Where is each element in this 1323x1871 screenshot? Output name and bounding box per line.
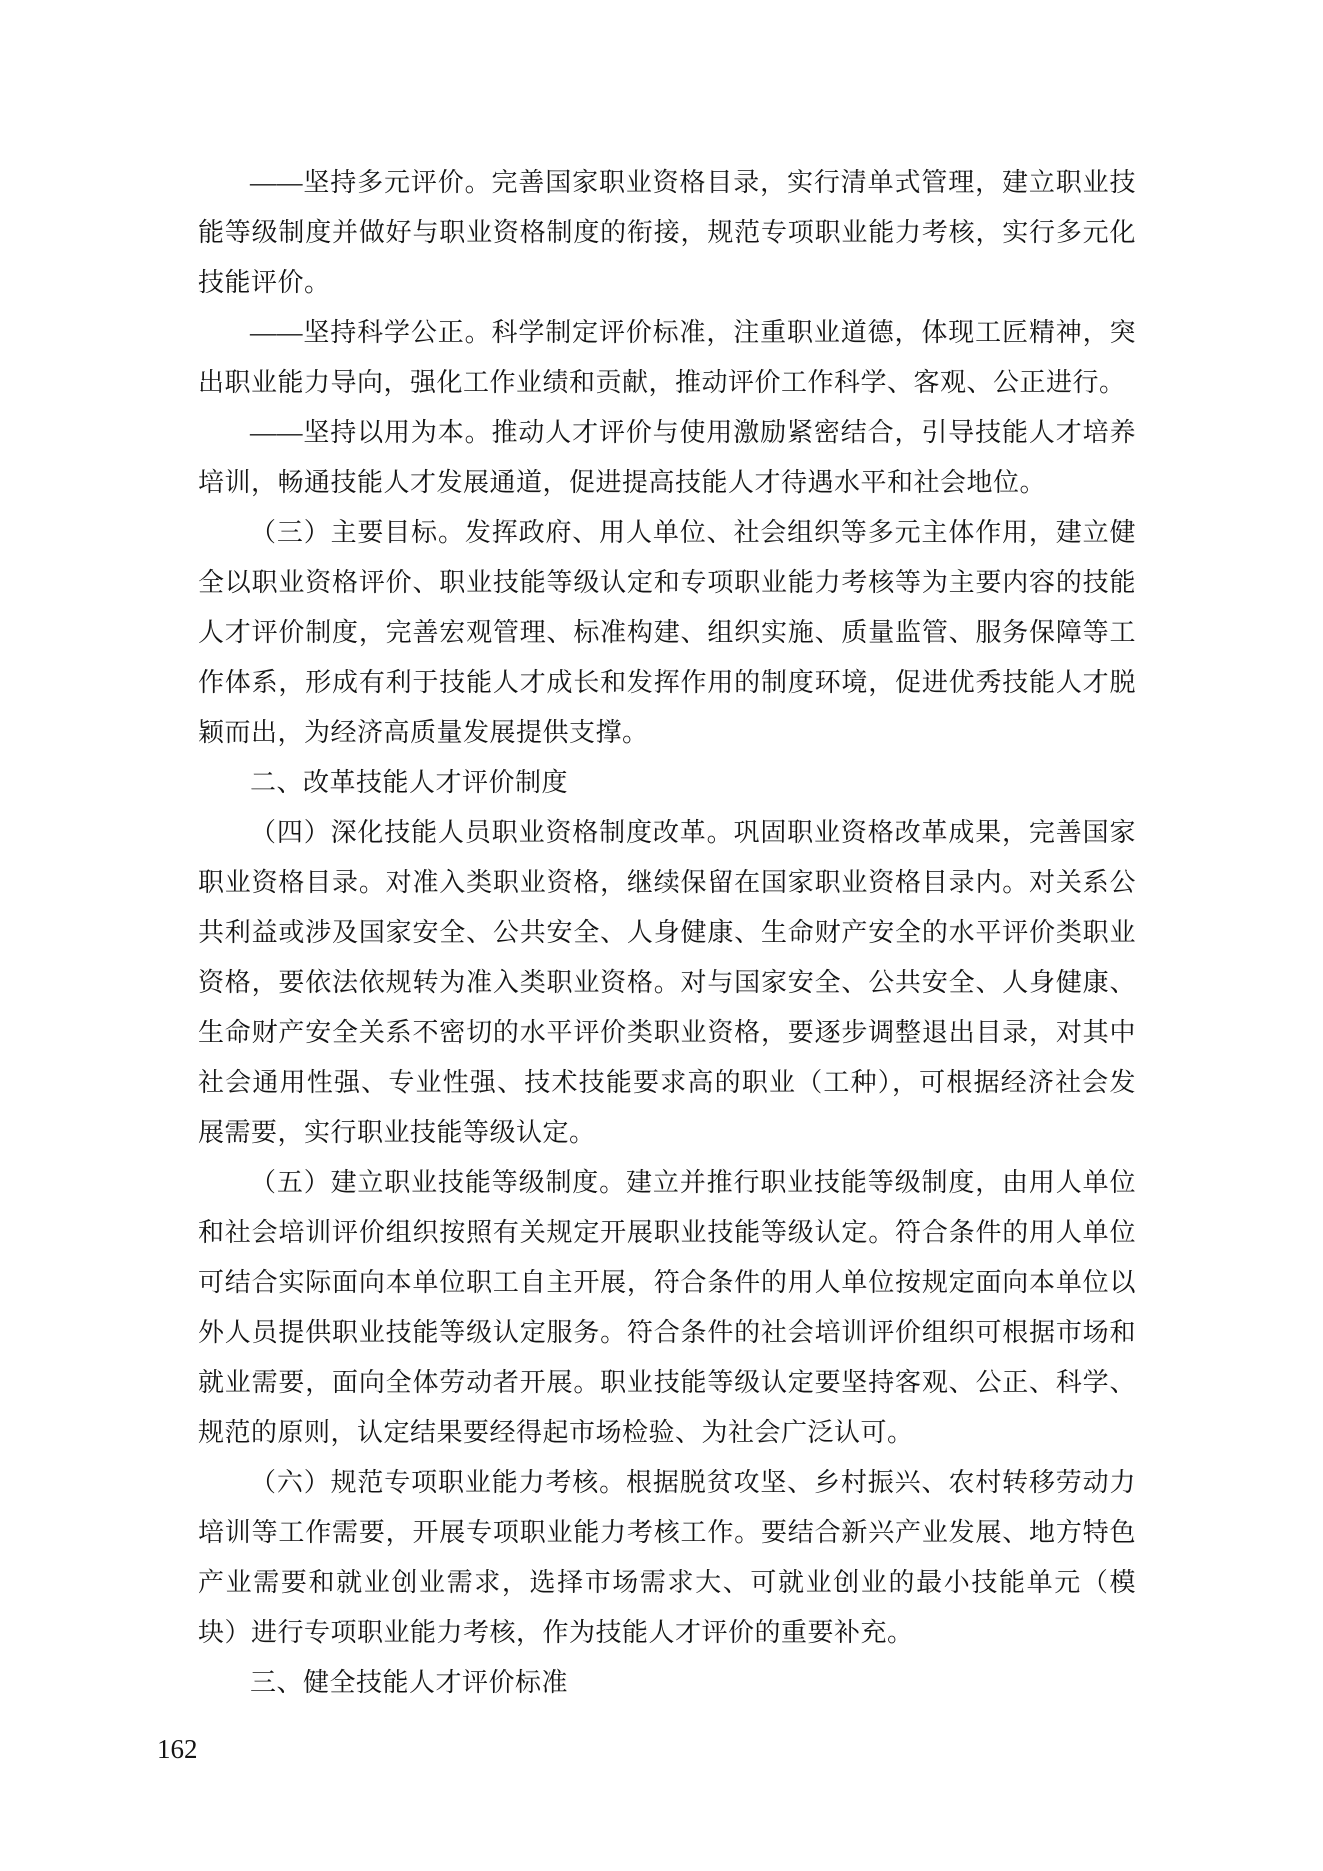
paragraph-item-4: （四）深化技能人员职业资格制度改革。巩固职业资格改革成果，完善国家职业资格目录。对准入类职业资格，继续保留在国家职业资格目录内。对关系公共利益或涉及国家安全、公共安全、人身健康、生命财产安全的水平评价类职业资格，要依法依规转为准入类职业资格。对与国家安全、公共安全、人身健康、生命财产安全关系不密切的水平评价类职业资格，要逐步调整退出目录，对其中社会通用性强、专业性强、技术技能要求高的职业（工种），可根据经济社会发展需要，实行职业技能等级认定。 [198, 818, 1136, 1147]
paragraph-dash-use-oriented: ——坚持以用为本。推动人才评价与使用激励紧密结合，引导技能人才培养培训，畅通技能人才发展通道，促进提高技能人才待遇水平和社会地位。 [198, 418, 1136, 497]
paragraph-item-6: （六）规范专项职业能力考核。根据脱贫攻坚、乡村振兴、农村转移劳动力培训等工作需要，开展专项职业能力考核工作。要结合新兴产业发展、地方特色产业需要和就业创业需求，选择市场需求大、可就业创业的最小技能单元（模块）进行专项职业能力考核，作为技能人才评价的重要补充。 [198, 1468, 1136, 1647]
paragraph-main-goals: （三）主要目标。发挥政府、用人单位、社会组织等多元主体作用，建立健全以职业资格评价、职业技能等级认定和专项职业能力考核等为主要内容的技能人才评价制度，完善宏观管理、标准构建、组织实施、质量监管、服务保障等工作体系，形成有利于技能人才成长和发挥作用的制度环境，促进优秀技能人才脱颖而出，为经济高质量发展提供支撑。 [198, 518, 1136, 747]
paragraph-dash-multi-eval: ——坚持多元评价。完善国家职业资格目录，实行清单式管理，建立职业技能等级制度并做好与职业资格制度的衔接，规范专项职业能力考核，实行多元化技能评价。 [198, 168, 1136, 297]
section-heading-3: 三、健全技能人才评价标准 [250, 1668, 569, 1697]
paragraph-dash-scientific-fair: ——坚持科学公正。科学制定评价标准，注重职业道德，体现工匠精神，突出职业能力导向，强化工作业绩和贡献，推动评价工作科学、客观、公正进行。 [198, 318, 1136, 397]
section-heading-2: 二、改革技能人才评价制度 [250, 768, 569, 797]
page-number: 162 [157, 1734, 198, 1764]
paragraph-item-5: （五）建立职业技能等级制度。建立并推行职业技能等级制度，由用人单位和社会培训评价组织按照有关规定开展职业技能等级认定。符合条件的用人单位可结合实际面向本单位职工自主开展，符合条件的用人单位按规定面向本单位以外人员提供职业技能等级认定服务。符合条件的社会培训评价组织可根据市场和就业需要，面向全体劳动者开展。职业技能等级认定要坚持客观、公正、科学、规范的原则，认定结果要经得起市场检验、为社会广泛认可。 [198, 1168, 1136, 1447]
document-body [198, 158, 1136, 1708]
